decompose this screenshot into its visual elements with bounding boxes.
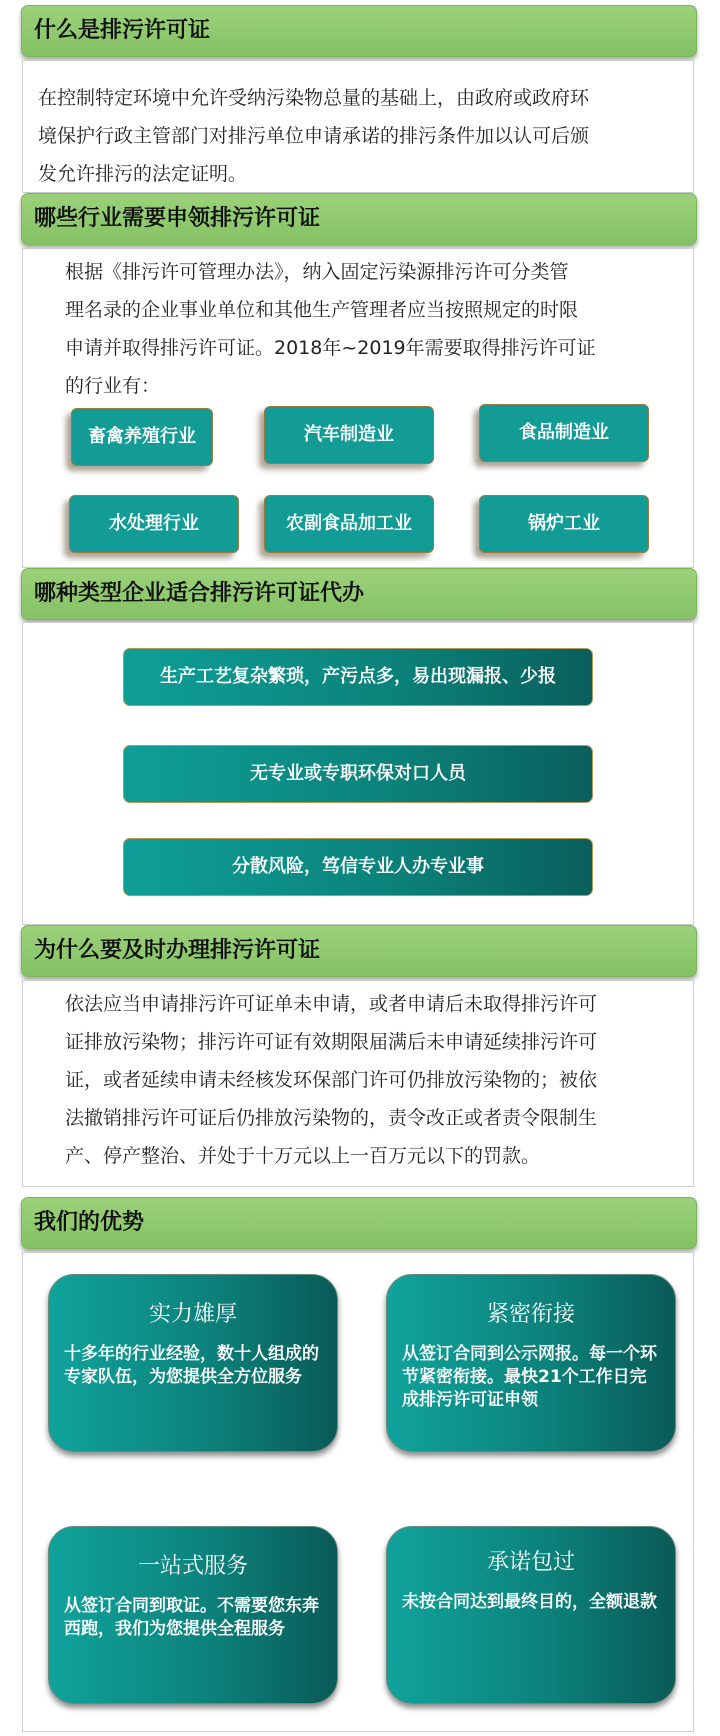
penalty-line: 产、停产整治、并处于十万元以上一百万元以下的罚款。 <box>65 1145 541 1167</box>
card-title: 实力雄厚 <box>148 1302 237 1327</box>
advantage-card-strength <box>48 1274 338 1452</box>
definition-line: 发允许排污的法定证明。 <box>38 163 248 185</box>
section-header-what-is-permit: 什么是排污许可证 <box>21 5 697 57</box>
card-body: 从签订合同到取证。不需要您东奔西跑，我们为您提供全程服务 <box>64 1596 319 1639</box>
reason-bar: 无专业或专职环保对口人员 <box>123 745 593 803</box>
industry-tag-livestock: 畜禽养殖行业 <box>71 408 213 466</box>
section-header-advantages: 我们的优势 <box>21 1197 697 1249</box>
reason-bar: 分散风险，笃信专业人办专业事 <box>123 838 593 896</box>
advantage-card-connection <box>386 1274 676 1452</box>
advantage-card-guarantee <box>386 1526 676 1704</box>
industries-line: 理名录的企业事业单位和其他生产管理者应当按照规定的时限 <box>65 299 579 321</box>
card-title: 一站式服务 <box>137 1554 248 1579</box>
definition-line: 境保护行政主管部门对排污单位申请承诺的排污条件加以认可后颁 <box>38 125 590 147</box>
penalty-line: 证，或者延续申请未经核发环保部门许可仍排放污染物的；被依 <box>65 1069 598 1091</box>
industries-line: 根据《排污许可管理办法》，纳入固定污染源排污许可分类管 <box>65 261 569 283</box>
section-header-industries: 哪些行业需要申领排污许可证 <box>21 193 697 245</box>
penalty-box <box>22 980 694 1187</box>
penalty-line: 证排放污染物；排污许可证有效期限届满后未申请延续排污许可 <box>65 1031 598 1053</box>
card-body: 十多年的行业经验，数十人组成的专家队伍，为您提供全方位服务 <box>64 1344 319 1387</box>
industry-tag-boiler: 锅炉工业 <box>479 495 649 553</box>
definition-box <box>22 60 694 193</box>
industries-line: 的行业有： <box>65 375 161 397</box>
industry-tag-automobile: 汽车制造业 <box>264 406 434 464</box>
definition-text <box>38 79 589 193</box>
industry-tag-water: 水处理行业 <box>69 495 239 553</box>
reason-bar: 生产工艺复杂繁琐，产污点多，易出现漏报、少报 <box>123 648 593 706</box>
industries-box <box>22 248 694 568</box>
advantage-card-one-stop <box>48 1526 338 1704</box>
card-title: 承诺包过 <box>486 1550 575 1575</box>
section-header-why-timely: 为什么要及时办理排污许可证 <box>21 925 697 977</box>
card-body: 从签订合同到公示网报。每一个环节紧密衔接。最快21个工作日完成排污许可证申领 <box>402 1344 657 1410</box>
penalty-line: 依法应当申请排污许可证单未申请，或者申请后未取得排污许可 <box>65 993 598 1015</box>
penalty-line: 法撤销排污许可证后仍排放污染物的，责令改正或者责令限制生 <box>65 1107 598 1129</box>
penalty-text <box>65 985 597 1175</box>
section-header-suitable-companies: 哪种类型企业适合排污许可证代办 <box>21 568 697 620</box>
industry-tag-food: 食品制造业 <box>479 404 649 462</box>
card-body: 未按合同达到最终目的，全额退款 <box>402 1592 657 1612</box>
industries-line: 申请并取得排污许可证。2018年~2019年需要取得排污许可证 <box>65 337 596 359</box>
industries-text <box>65 253 596 405</box>
card-title: 紧密衔接 <box>486 1302 575 1327</box>
industry-tag-agri-food: 农副食品加工业 <box>264 495 434 553</box>
definition-line: 在控制特定环境中允许受纳污染物总量的基础上，由政府或政府环 <box>38 87 590 109</box>
